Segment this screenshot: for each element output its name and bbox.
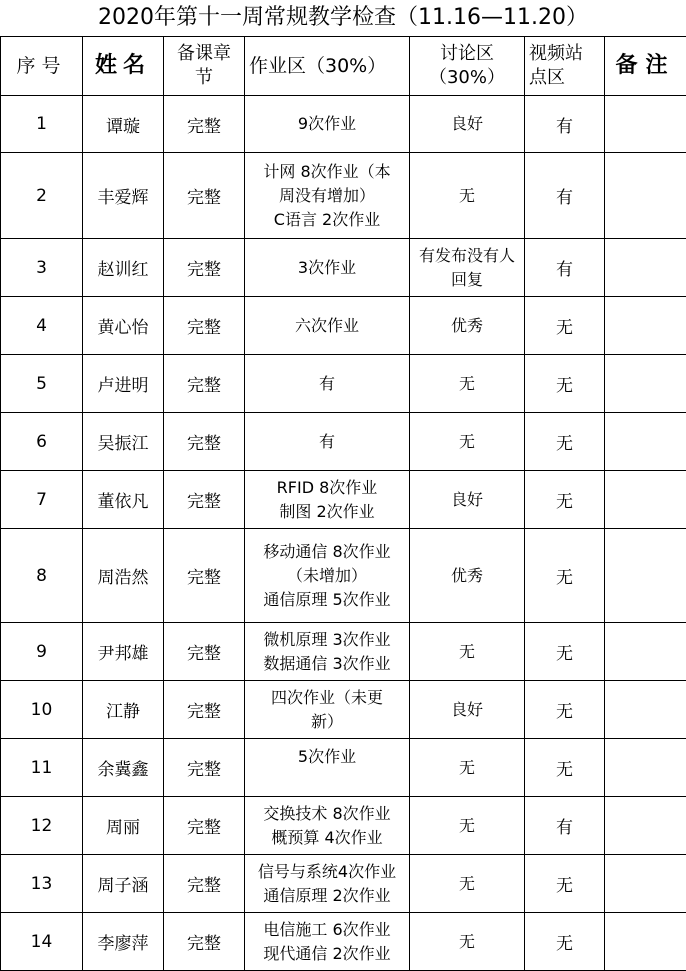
table-row — [1, 529, 686, 623]
cell-homework — [245, 297, 410, 355]
cell-discuss — [410, 913, 525, 971]
cell-prep: 完整 — [164, 96, 245, 153]
cell-remark — [605, 239, 686, 297]
cell-prep: 完整 — [164, 471, 245, 529]
homework-line: 四次作业（未更 — [245, 686, 409, 710]
cell-discuss — [410, 355, 525, 413]
cell-remark — [605, 623, 686, 681]
cell-seq: 1 — [1, 96, 83, 153]
cell-discuss — [410, 529, 525, 623]
cell-name: 尹邦雄 — [83, 623, 164, 681]
cell-discuss — [410, 297, 525, 355]
header-discuss — [410, 37, 525, 96]
discuss-line: 回复 — [410, 268, 524, 292]
cell-name: 丰爱辉 — [83, 153, 164, 239]
homework-line: 通信原理 5次作业 — [245, 588, 409, 612]
cell-name: 卢进明 — [83, 355, 164, 413]
cell-remark — [605, 471, 686, 529]
cell-video: 有 — [525, 797, 605, 855]
table-row — [1, 96, 686, 153]
table-row — [1, 239, 686, 297]
cell-seq: 9 — [1, 623, 83, 681]
cell-remark — [605, 413, 686, 471]
cell-homework — [245, 913, 410, 971]
cell-remark — [605, 529, 686, 623]
cell-seq: 14 — [1, 913, 83, 971]
cell-prep: 完整 — [164, 239, 245, 297]
table-row — [1, 913, 686, 971]
discuss-line: 无 — [410, 872, 524, 896]
header-name: 姓名 — [83, 37, 164, 96]
cell-homework — [245, 413, 410, 471]
cell-homework — [245, 855, 410, 913]
cell-video: 无 — [525, 355, 605, 413]
homework-line: 周没有增加） — [245, 184, 409, 208]
cell-seq: 11 — [1, 739, 83, 797]
cell-homework — [245, 681, 410, 739]
homework-line: 制图 2次作业 — [245, 500, 409, 524]
header-prep-line2: 节 — [164, 66, 244, 90]
cell-seq: 6 — [1, 413, 83, 471]
cell-name: 赵训红 — [83, 239, 164, 297]
cell-video: 无 — [525, 623, 605, 681]
table-row — [1, 413, 686, 471]
homework-line: 通信原理 2次作业 — [245, 884, 409, 908]
homework-line: 电信施工 6次作业 — [245, 918, 409, 942]
cell-remark — [605, 797, 686, 855]
cell-discuss — [410, 681, 525, 739]
header-seq: 序号 — [1, 37, 83, 96]
cell-prep: 完整 — [164, 855, 245, 913]
cell-remark — [605, 96, 686, 153]
cell-discuss — [410, 739, 525, 797]
table-row — [1, 739, 686, 797]
cell-seq: 10 — [1, 681, 83, 739]
table-row — [1, 855, 686, 913]
cell-video: 有 — [525, 96, 605, 153]
cell-remark — [605, 855, 686, 913]
homework-line: 有 — [245, 430, 409, 454]
cell-homework — [245, 529, 410, 623]
cell-prep: 完整 — [164, 797, 245, 855]
homework-line: C语言 2次作业 — [245, 208, 409, 232]
cell-discuss — [410, 153, 525, 239]
table-row — [1, 623, 686, 681]
cell-remark — [605, 913, 686, 971]
homework-line: 移动通信 8次作业 — [245, 540, 409, 564]
header-prep — [164, 37, 245, 96]
table-row — [1, 297, 686, 355]
discuss-line: 良好 — [410, 698, 524, 722]
cell-video: 无 — [525, 855, 605, 913]
cell-name: 谭璇 — [83, 96, 164, 153]
table-row — [1, 797, 686, 855]
cell-homework — [245, 96, 410, 153]
cell-prep: 完整 — [164, 913, 245, 971]
cell-discuss — [410, 855, 525, 913]
homework-line: 3次作业 — [245, 256, 409, 280]
cell-seq: 8 — [1, 529, 83, 623]
cell-seq: 2 — [1, 153, 83, 239]
cell-homework — [245, 471, 410, 529]
discuss-line: 有发布没有人 — [410, 244, 524, 268]
cell-name: 周丽 — [83, 797, 164, 855]
header-video-line2: 点区 — [529, 66, 604, 90]
cell-homework — [245, 739, 410, 797]
table-row — [1, 355, 686, 413]
table-row — [1, 153, 686, 239]
cell-video: 无 — [525, 297, 605, 355]
cell-discuss — [410, 797, 525, 855]
homework-line: （未增加） — [245, 564, 409, 588]
cell-prep: 完整 — [164, 739, 245, 797]
discuss-line: 无 — [410, 184, 524, 208]
header-homework: 作业区（30%） — [245, 37, 410, 96]
cell-homework — [245, 239, 410, 297]
cell-seq: 4 — [1, 297, 83, 355]
homework-line: RFID 8次作业 — [245, 476, 409, 500]
homework-line: 新） — [245, 710, 409, 734]
discuss-line: 无 — [410, 640, 524, 664]
cell-video: 无 — [525, 529, 605, 623]
header-discuss-line1: 讨论区 — [410, 42, 524, 66]
cell-prep: 完整 — [164, 355, 245, 413]
discuss-line: 无 — [410, 430, 524, 454]
cell-prep: 完整 — [164, 529, 245, 623]
cell-name: 吴振江 — [83, 413, 164, 471]
header-prep-line1: 备课章 — [164, 42, 244, 66]
cell-name: 董依凡 — [83, 471, 164, 529]
page-title: 2020年第十一周常规教学检查（11.16—11.20） — [0, 0, 686, 36]
cell-video: 无 — [525, 471, 605, 529]
cell-seq: 7 — [1, 471, 83, 529]
cell-seq: 13 — [1, 855, 83, 913]
cell-name: 江静 — [83, 681, 164, 739]
header-discuss-line2: （30%） — [410, 66, 524, 90]
cell-remark — [605, 681, 686, 739]
cell-name: 周子涵 — [83, 855, 164, 913]
cell-discuss — [410, 623, 525, 681]
cell-video: 无 — [525, 413, 605, 471]
header-video-line1: 视频站 — [529, 42, 604, 66]
cell-video: 无 — [525, 913, 605, 971]
homework-line: 5次作业 — [245, 745, 409, 769]
cell-name: 周浩然 — [83, 529, 164, 623]
discuss-line: 优秀 — [410, 314, 524, 338]
cell-homework — [245, 797, 410, 855]
homework-line: 计网 8次作业（本 — [245, 160, 409, 184]
discuss-line: 无 — [410, 930, 524, 954]
cell-homework — [245, 355, 410, 413]
cell-discuss — [410, 471, 525, 529]
cell-remark — [605, 355, 686, 413]
homework-line: 六次作业 — [245, 314, 409, 338]
cell-video: 有 — [525, 239, 605, 297]
cell-seq: 3 — [1, 239, 83, 297]
homework-line: 9次作业 — [245, 112, 409, 136]
cell-name: 余冀鑫 — [83, 739, 164, 797]
discuss-line: 良好 — [410, 488, 524, 512]
cell-video: 有 — [525, 153, 605, 239]
cell-prep: 完整 — [164, 297, 245, 355]
cell-remark — [605, 739, 686, 797]
header-remark: 备注 — [605, 37, 686, 96]
homework-line: 有 — [245, 372, 409, 396]
table-row — [1, 681, 686, 739]
discuss-line: 无 — [410, 756, 524, 780]
discuss-line: 优秀 — [410, 564, 524, 588]
discuss-line: 无 — [410, 814, 524, 838]
cell-discuss — [410, 96, 525, 153]
table-row — [1, 471, 686, 529]
cell-prep: 完整 — [164, 681, 245, 739]
cell-remark — [605, 297, 686, 355]
discuss-line: 无 — [410, 372, 524, 396]
cell-discuss — [410, 239, 525, 297]
cell-video: 无 — [525, 681, 605, 739]
homework-line: 现代通信 2次作业 — [245, 942, 409, 966]
cell-prep: 完整 — [164, 413, 245, 471]
cell-remark — [605, 153, 686, 239]
inspection-table — [0, 36, 686, 971]
cell-prep: 完整 — [164, 153, 245, 239]
cell-discuss — [410, 413, 525, 471]
header-row — [1, 37, 686, 96]
cell-name: 李廖萍 — [83, 913, 164, 971]
cell-seq: 12 — [1, 797, 83, 855]
cell-homework — [245, 623, 410, 681]
cell-seq: 5 — [1, 355, 83, 413]
homework-line: 概预算 4次作业 — [245, 826, 409, 850]
homework-line: 微机原理 3次作业 — [245, 628, 409, 652]
header-video — [525, 37, 605, 96]
cell-prep: 完整 — [164, 623, 245, 681]
homework-line: 数据通信 3次作业 — [245, 652, 409, 676]
homework-line: 交换技术 8次作业 — [245, 802, 409, 826]
cell-name: 黄心怡 — [83, 297, 164, 355]
cell-video: 无 — [525, 739, 605, 797]
discuss-line: 良好 — [410, 112, 524, 136]
cell-homework — [245, 153, 410, 239]
homework-line: 信号与系统4次作业 — [245, 860, 409, 884]
